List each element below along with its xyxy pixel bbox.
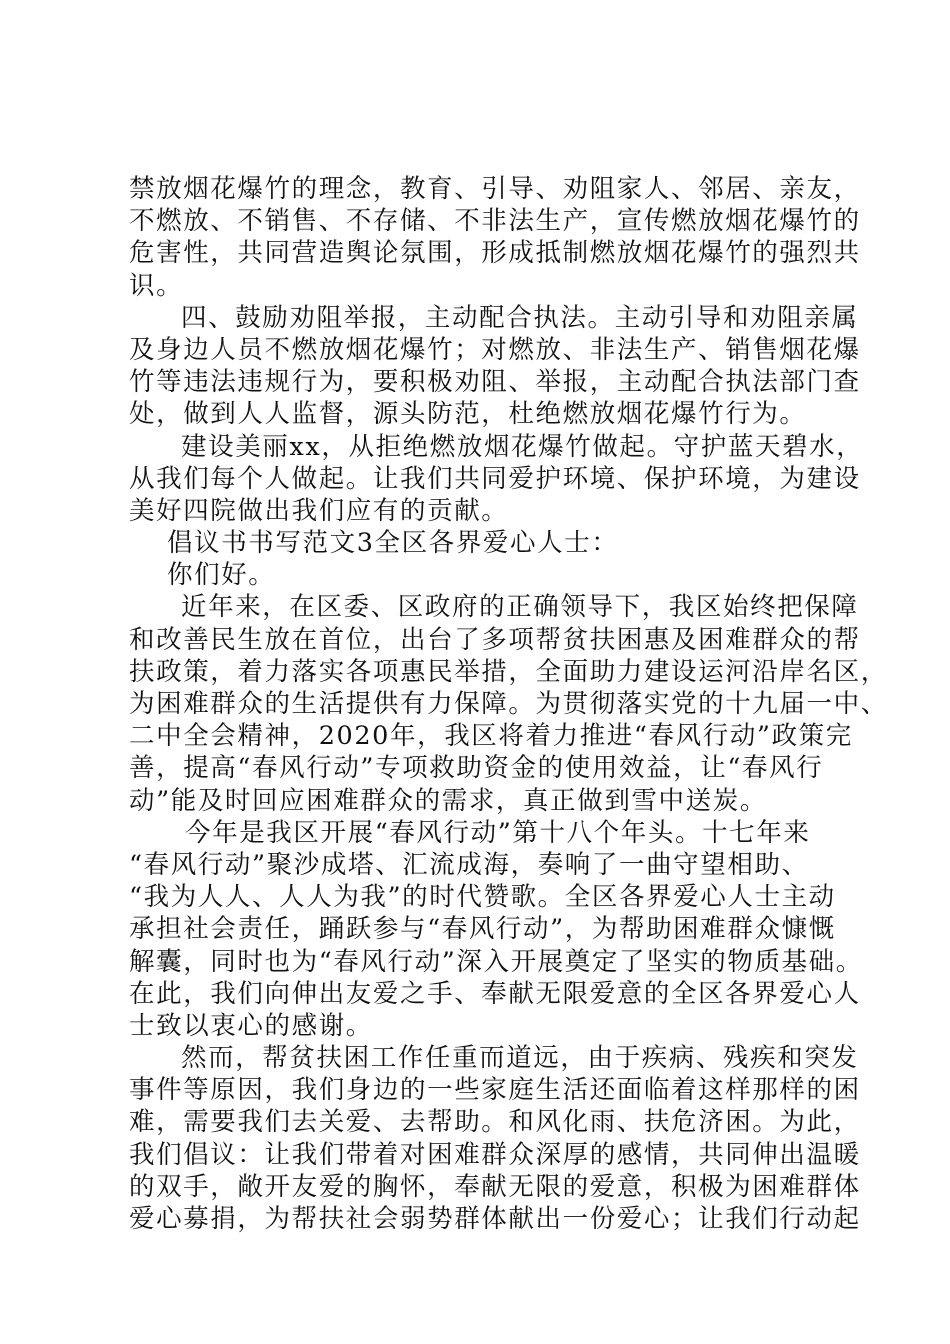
paragraph-first-line: 然而，帮贫扶困工作任重而道远，由于疾病、残疾和突发: [181, 1043, 859, 1074]
document-body: [129, 173, 888, 1235]
text-line: 美好四院做出我们应有的贡献。: [129, 495, 509, 526]
text-line: 竹等违法违规行为，要积极劝阻、举报，主动配合执法部门查: [129, 367, 861, 398]
text-line: 在此，我们向伸出友爱之手、奉献无限爱意的全区各界爱心人: [129, 978, 861, 1009]
text-line: 识。: [129, 270, 184, 301]
text-line: 和改善民生放在首位，出台了多项帮贫扶困惠及困难群众的帮: [129, 624, 861, 655]
paragraph-first-line: 近年来，在区委、区政府的正确领导下，我区始终把保障: [181, 592, 859, 623]
paragraph-first-line: 建设美丽xx，从拒绝燃放烟花爆竹做起。守护蓝天碧水，: [181, 431, 864, 462]
text-line: 善，提高“春风行动”专项救助资金的使用效益，让“春风行: [129, 753, 824, 784]
text-line: 处，做到人人监督，源头防范，杜绝燃放烟花爆竹行为。: [129, 399, 807, 430]
text-line: 我们倡议：让我们带着对困难群众深厚的感情，共同伸出温暖: [129, 1139, 861, 1170]
text-line: 扶政策，着力落实各项惠民举措，全面助力建设运河沿岸名区，: [129, 656, 888, 687]
text-line: 解囊，同时也为“春风行动”深入开展奠定了坚实的物质基础。: [129, 946, 863, 977]
text-line: 动”能及时回应困难群众的需求，真正做到雪中送炭。: [129, 785, 767, 816]
text-line: 不燃放、不销售、不存储、不非法生产，宣传燃放烟花爆竹的: [129, 206, 861, 237]
salutation: 你们好。: [167, 560, 276, 591]
paragraph-first-line: 今年是我区开展“春风行动”第十八个年头。十七年来: [185, 817, 811, 848]
text-line: 爱心募捐，为帮扶社会弱势群体献出一份爱心；让我们行动起: [129, 1204, 861, 1234]
text-line: 及身边人员不燃放烟花爆竹；对燃放、非法生产、销售烟花爆: [129, 334, 861, 365]
section-heading: 倡议书书写范文3全区各界爱心人士：: [167, 528, 619, 559]
text-line: 承担社会责任，踊跃参与“春风行动”，为帮助困难群众慷慨: [129, 914, 836, 945]
text-line: 事件等原因，我们身边的一些家庭生活还面临着这样那样的困: [129, 1075, 861, 1106]
text-line: 从我们每个人做起。让我们共同爱护环境、保护环境，为建设: [129, 463, 861, 494]
text-line: 二中全会精神，2020年，我区将着力推进“春风行动”政策完: [129, 721, 853, 752]
text-line: 难，需要我们去关爱、去帮助。和风化雨、扶危济困。为此，: [129, 1107, 861, 1138]
text-line: 的双手，敞开友爱的胸怀，奉献无限的爱意，积极为困难群体: [129, 1171, 861, 1202]
text-line: 士致以衷心的感谢。: [129, 1010, 373, 1041]
text-line: 禁放烟花爆竹的理念，教育、引导、劝阻家人、邻居、亲友，: [129, 174, 861, 204]
paragraph-first-line: 四、鼓励劝阻举报，主动配合执法。主动引导和劝阻亲属: [181, 302, 859, 333]
text-line: “春风行动”聚沙成塔、汇流成海，奏响了一曲守望相助、: [129, 849, 809, 880]
text-line: “我为人人、人人为我”的时代赞歌。全区各界爱心人士主动: [129, 882, 836, 913]
text-line: 危害性，共同营造舆论氛围，形成抵制燃放烟花爆竹的强烈共: [129, 238, 861, 269]
text-line: 为困难群众的生活提供有力保障。为贯彻落实党的十九届一中、: [129, 689, 888, 719]
